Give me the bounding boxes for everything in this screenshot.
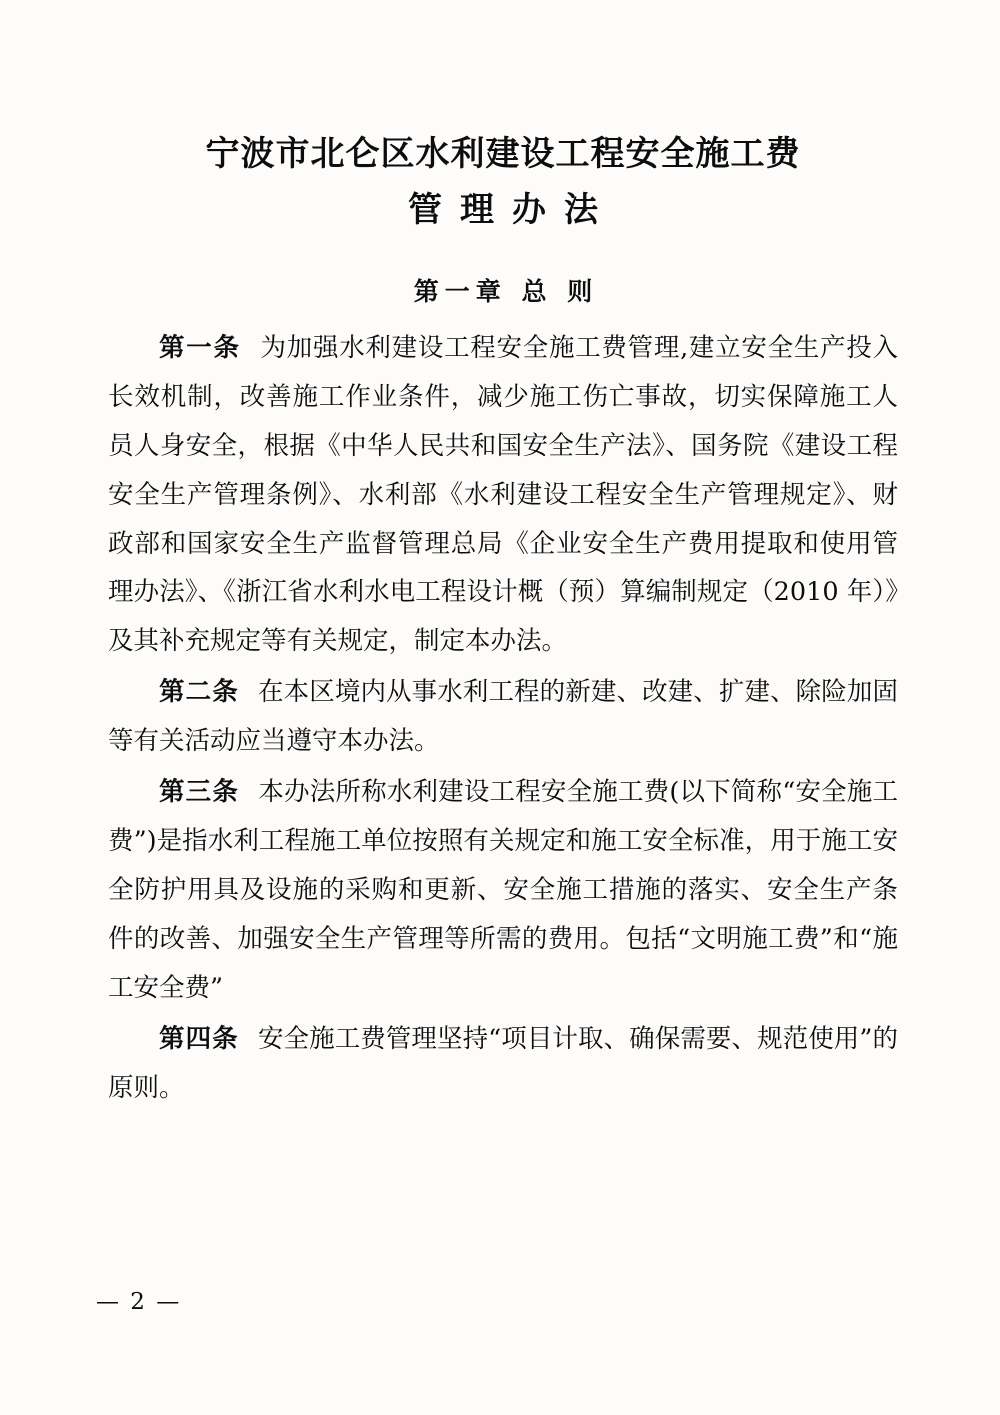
article-paragraph <box>108 1015 898 1113</box>
chapter-heading: 第一章 总 则 <box>413 276 599 306</box>
page-title-line2: 管理办法 <box>408 190 616 231</box>
article-label: 第一条 <box>159 332 241 363</box>
article-text: 为加强水利建设工程安全施工费管理,建立安全生产投入长效机制，改善施工作业条件，减少施工伤亡事故，切实保障施工人员人身安全，根据《中华人民共和国安全生产法》、国务院《建设工程安全生产管理条例》、水利部《水利建设工程安全生产管理规定》、财政部和国家安全生产监督管理总局《企业安全生产费用提取和使用管理办法》、《浙江省水利水电工程设计概（预）算编制规定（2010 年）》及其补充规定等有关规定，制定本办法。 <box>108 332 898 657</box>
page-number: — 2 — <box>96 1289 182 1315</box>
article-label: 第四条 <box>159 1024 239 1055</box>
article-paragraph <box>108 668 898 766</box>
article-paragraph <box>108 768 898 1013</box>
article-text: 安全施工费管理坚持“项目计取、确保需要、规范使用”的原则。 <box>108 1024 898 1103</box>
article-label: 第三条 <box>159 777 240 808</box>
page-title-line1: 宁波市北仑区水利建设工程安全施工费 <box>205 134 801 174</box>
article-text: 在本区境内从事水利工程的新建、改建、扩建、除险加固等有关活动应当遵守本办法。 <box>108 677 898 757</box>
article-paragraph <box>108 324 898 667</box>
document-content <box>108 130 898 1115</box>
article-text: 本办法所称水利建设工程安全施工费(以下简称“安全施工费”)是指水利工程施工单位按照有关规定和施工安全标准，用于施工安全防护用具及设施的采购和更新、安全施工措施的落实、安全生产条件的改善、加强安全生产管理等所需的费用。包括“文明施工费”和“施工安全费” <box>108 777 898 1004</box>
article-label: 第二条 <box>159 677 239 708</box>
